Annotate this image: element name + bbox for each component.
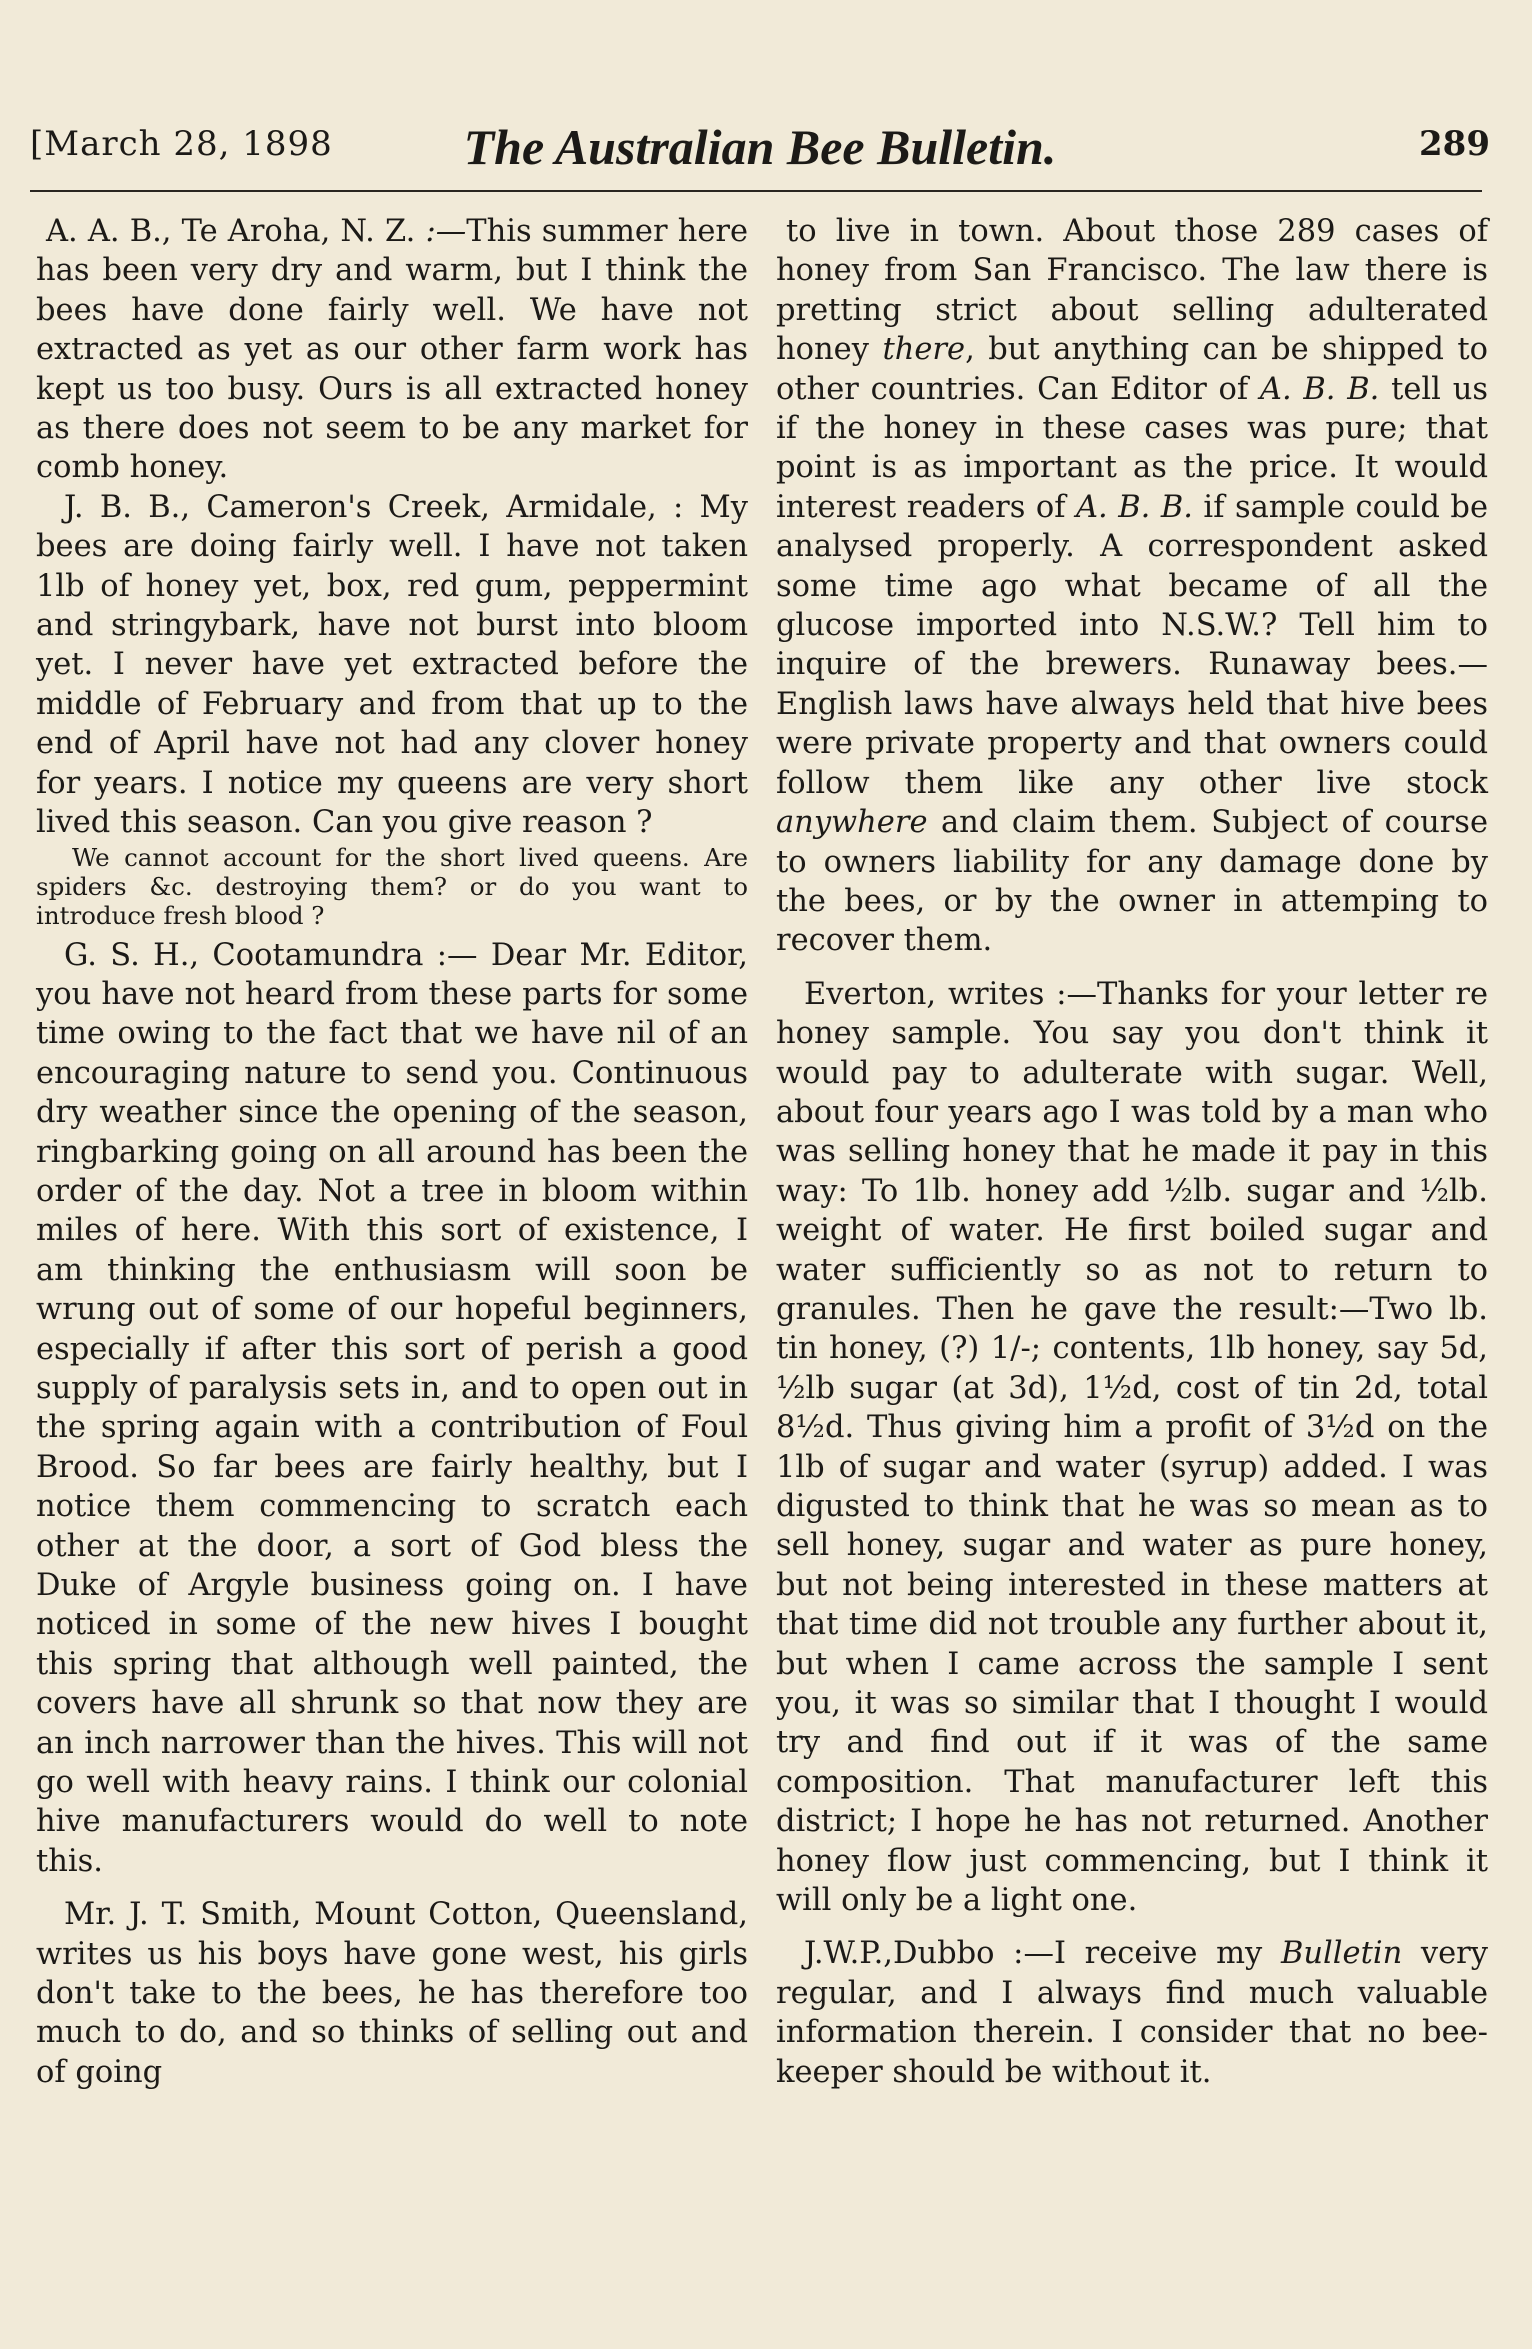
italic-bulletin: Bulletin: [1280, 1936, 1403, 1972]
italic-abb: A. B. B.: [1259, 371, 1380, 407]
letter-jt-smith: Mr. J. T. Smith, Mount Cotton, Queensland, writes us his boys have gone west, his girls don't take to the bees, he has therefore too much to do, and so thinks of selling out and of going: [36, 1897, 748, 2090]
italic-abb: A. B. B.: [1076, 489, 1193, 525]
issue-date: [March 28, 1898: [30, 124, 333, 164]
letter-jbb: [36, 488, 748, 843]
letter-jwp: [776, 1934, 1488, 2092]
letter-body: My bees are doing fairly well. I have not taken 1lb of honey yet, box, red gum, peppermint and stringybark, have not burst into bloom yet. I never have yet extracted before the middle of February and from that up to the end of April have not had any clover honey for years. I notice my queens are very short lived this season. Can you give reason ?: [36, 489, 748, 841]
text-run: tell us if the honey in these cases was pure; that point is as important as the price. It would interest readers of: [776, 371, 1488, 525]
letter-everton: [776, 975, 1488, 1921]
letter-body: This summer here has been very dry and warm, but I think the bees have done fairly well. We have not extracted as yet as our other farm work has kept us too busy. Ours is all extracted honey as there does not seem to be any market for comb honey.: [36, 214, 749, 486]
letter-body: Dear Mr. Editor, you have not heard from these parts for some time owing to the fact that we have nil of an encouraging nature to send you. Continuous dry weather since the opening of the season, ringbarking going on all around has been the order of the day. Not a tree in bloom within miles of here. With this sort of existence, I am thinking the enthusiasm will soon be wrung out of some of our hopeful beginners, especially if after this sort of perish a good supply of paralysis sets in, and to open out in the spring again with a contribution of Foul Brood. So far bees are fairly healthy, but I notice them commencing to scratch each other at the door, a sort of God bless the Duke of Argyle business going on. I have noticed in some of the new hives I bought this spring that although well painted, the covers have all shrunk so that now they are an inch narrower than the hives. This will not go well with heavy rains. I think our colonial hive manufacturers would do well to note this.: [36, 937, 748, 1879]
letter-sender: Everton, writes :—: [804, 976, 1097, 1012]
text-run: to live in town. About those 289 cases of honey from San Francisco. The law there is pretting strict about selling adulterated honey: [776, 214, 1488, 368]
text-run: very regular, and I always find much valuable information therein. I consider that no bee-keeper should be without it.: [776, 1936, 1488, 2090]
letter-body: Thanks for your letter re honey sample. You say you don't think it would pay to adulterate with sugar. Well, about four years ago I was told by a man who was selling honey that he made it pay in this way: To 1lb. honey add ½lb. sugar and ½lb. weight of water. He first boiled sugar and water sufficiently so as not to return to granules. Then he gave the result:—Two lb. tin honey, (?) 1/-; contents, 1lb honey, say 5d, ½lb sugar (at 3d), 1½d, cost of tin 2d, total 8½d. Thus giving him a profit of 3½d on the 1lb of sugar and water (syrup) added. I was digusted to think that he was so mean as to sell honey, sugar and water as pure honey, but not being interested in these matters at that time did not trouble any further about it, but when I came across the sample I sent you, it was so similar that I thought I would try and find out if it was of the same composition. That manufacturer left this district; I hope he has not returned. Another honey flow just commencing, but I think it will only be a light one.: [776, 976, 1488, 1919]
sender-separator: :—: [415, 214, 467, 249]
left-column: [36, 212, 748, 2092]
italic-there: there: [882, 332, 966, 368]
letter-sender: J.W.P.,Dubbo :—: [804, 1936, 1054, 1972]
letter-sender: J. B. B., Cameron's Creek, Armidale, :: [64, 489, 684, 525]
letter-continuation: [776, 212, 1488, 961]
header-rule: [30, 190, 1482, 192]
italic-anywhere: anywhere: [776, 805, 928, 841]
right-column: [776, 212, 1488, 2092]
text-run: if sample could be analysed properly. A correspondent asked some time ago what became of all the glucose imported into N.S.W.? Tell him to inquire of the brewers. Runaway bees.—English laws have always held that hive bees were private property and that owners could follow them like any other live stock: [776, 489, 1488, 801]
page-header: [30, 118, 1490, 188]
editor-note: We cannot account for the short lived queens. Are spiders &c. destroying them? or do you want to introduce fresh blood ?: [36, 842, 748, 930]
publication-title: The Australian Bee Bulletin.: [463, 119, 1057, 175]
letter-gsh: [36, 936, 748, 1882]
letter-aab: [36, 212, 748, 488]
page-number: 289: [1419, 124, 1490, 164]
text-run: , but anything can be shipped to other countries. Can Editor of: [776, 332, 1489, 407]
text-run: and claim them. Subject of course to owners liability for any damage done by the bees, or by the owner in attemping to recover them.: [776, 805, 1488, 959]
text-run: I receive my: [1053, 1936, 1281, 1972]
letter-sender: G. S. H., Cootamundra :—: [64, 937, 478, 973]
letter-sender: A. A. B., Te Aroha, N. Z.: [46, 214, 416, 249]
